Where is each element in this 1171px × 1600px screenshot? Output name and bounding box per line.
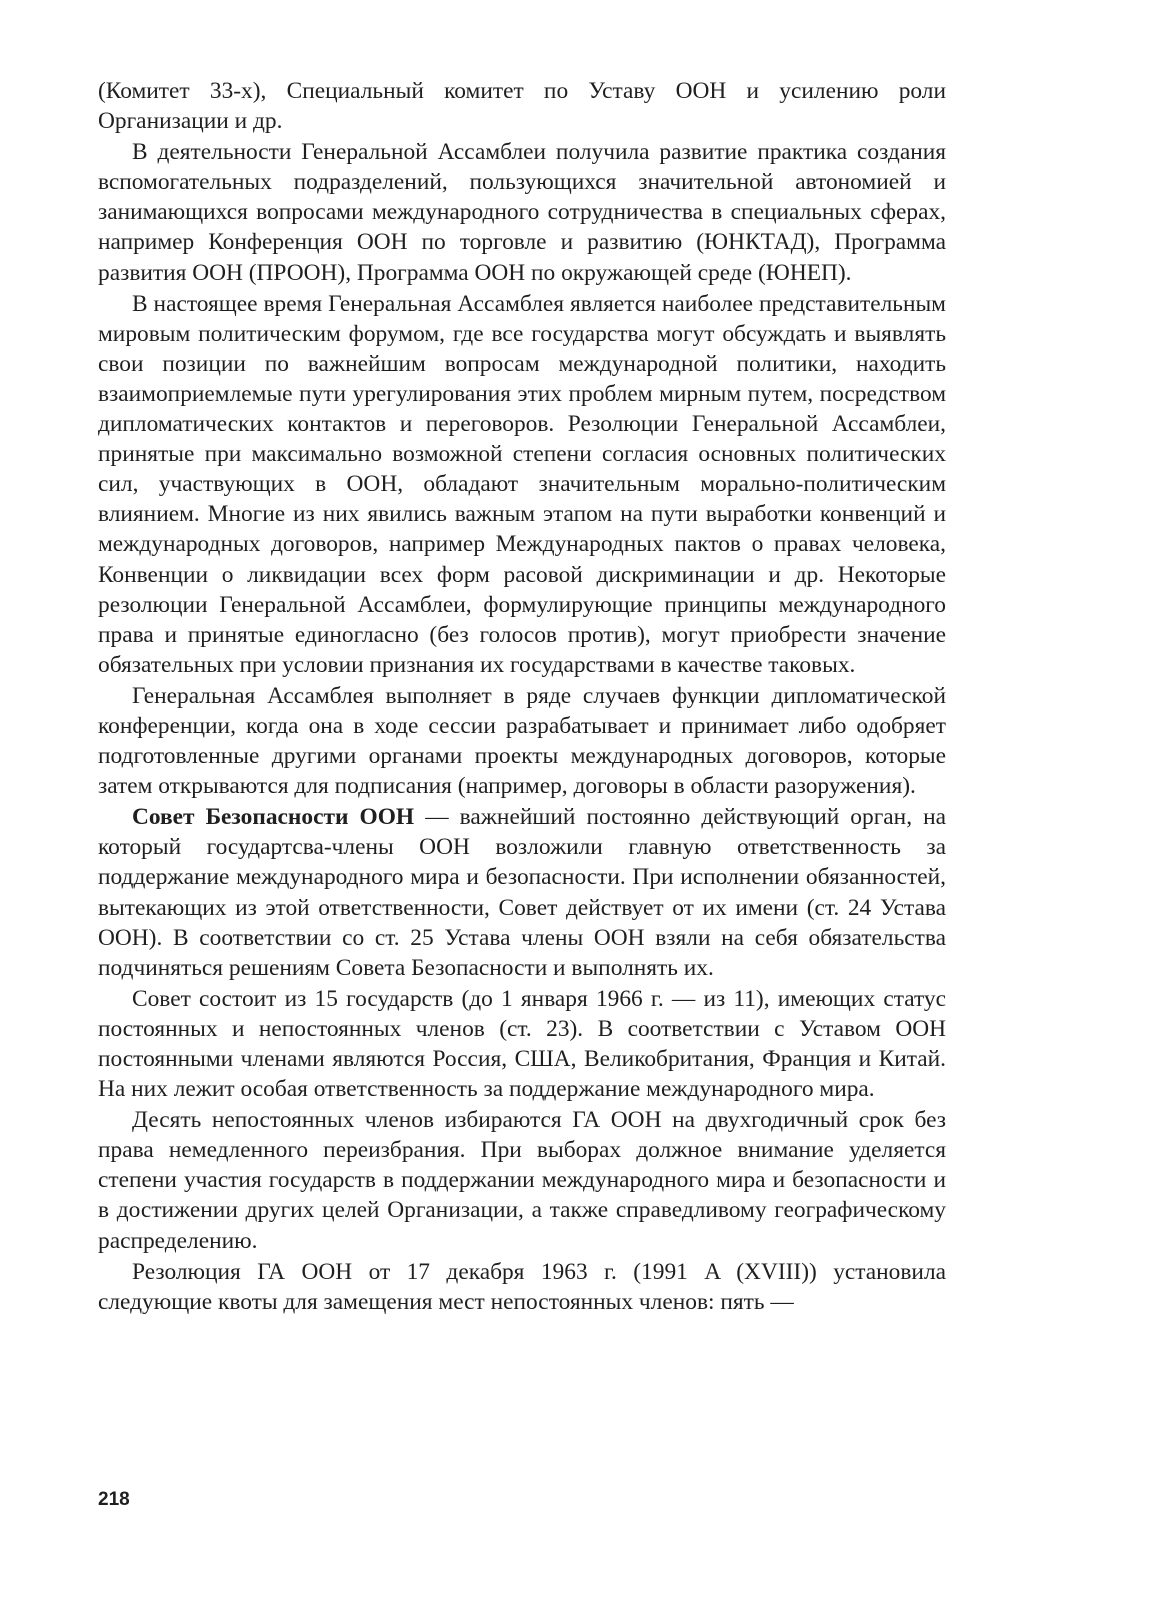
paragraph-3: В настоящее время Генеральная Ассамблея является наиболее представительным мировым политическим форумом, где все государства могут обсуждать и выявлять свои позиции по важнейшим вопросам международной политики, находить взаимоприемлемые пути урегулирования этих проблем мирным путем, посредством дипломатических контактов и переговоров. Резолюции Генеральной Ассамблеи, принятые при максимально возможной степени согласия основных политических сил, участвующих в ООН, обладают значительным морально-политическим влиянием. Многие из них явились важным этапом на пути выработки конвенций и международных договоров, например Международных пактов о правах человека, Конвенции о ликвидации всех форм расовой дискриминации и др. Некоторые резолюции Генеральной Ассамблеи, формулирующие принципы международного права и принятые единогласно (без голосов против), могут приобрести значение обязательных при условии признания их государствами в качестве таковых. [98,290,946,678]
paragraph-2: В деятельности Генеральной Ассамблеи получила развитие практика создания вспомогательных подразделений, пользующихся значительной автономией и занимающихся вопросами международного сотрудничества в специальных сферах, например Конференция ООН по торговле и развитию (ЮНКТАД), Программа развития ООН (ПРООН), Программа ООН по окружающей среде (ЮНЕП). [98,139,946,286]
page-body [98,76,946,1318]
paragraph-4: Генеральная Ассамблея выполняет в ряде случаев функции дипломатической конференции, когда она в ходе сессии разрабатывает и принимает либо одобряет подготовленные другими органами проекты международных договоров, которые затем открываются для подписания (например, договоры в области разоружения). [98,682,946,800]
page-number: 218 [98,1489,130,1510]
paragraph-5-text: — важнейший постоянно действующий орган, на который государтсва-члены ООН возложили главную ответственность за поддержание международного мира и безопасности. При исполнении обязанностей, вытекающих из этой ответственности, Совет действует от их имени (ст. 24 Устава ООН). В соответствии со ст. 25 Устава члены ООН взяли на себя обязательства подчиняться решениям Совета Безопасности и выполнять их. [98,804,947,981]
paragraph-7: Десять непостоянных членов избираются ГА ООН на двухгодичный срок без права немедленного переизбрания. При выборах должное внимание уделяется степени участия государств в поддержании международного мира и безопасности и в достижении других целей Организации, а также справедливому географическому распределению. [98,1107,946,1254]
security-council-term: Совет Безопасности ООН [132,804,415,831]
paragraph-6: Совет состоит из 15 государств (до 1 января 1966 г. — из 11), имеющих статус постоянных и непостоянных членов (ст. 23). В соответствии с Уставом ООН постоянными членами являются Россия, США, Великобритания, Франция и Китай. На них лежит особая ответственность за поддержание международного мира. [98,985,946,1103]
paragraph-8: Резолюция ГА ООН от 17 декабря 1963 г. (1991 A (XVIII)) установила следующие квоты для замещения мест непостоянных членов: пять — [98,1258,946,1315]
paragraph-1: (Комитет 33-х), Специальный комитет по Уставу ООН и усилению роли Организации и др. [98,78,946,135]
paragraph-5 [98,802,946,983]
